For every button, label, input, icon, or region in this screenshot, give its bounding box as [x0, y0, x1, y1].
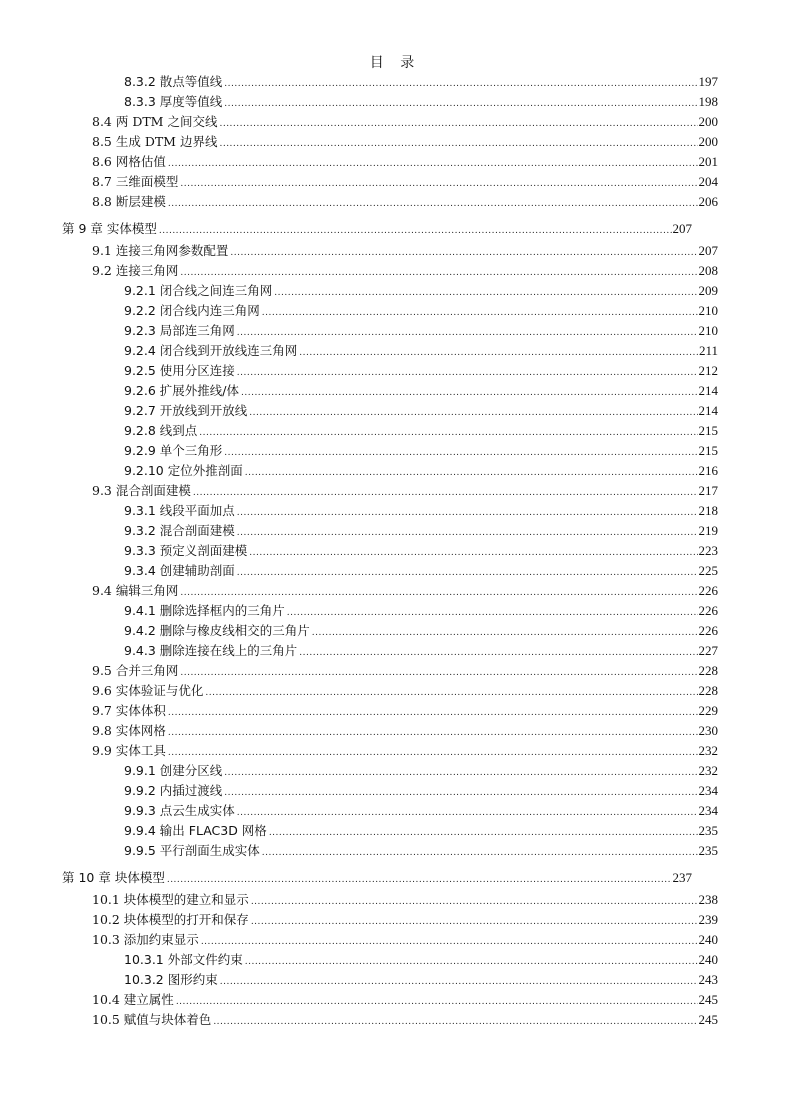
toc-entry[interactable]	[124, 341, 718, 361]
toc-entry-label: 9.3 混合剖面建模	[92, 483, 191, 498]
toc-entry[interactable]	[92, 261, 718, 281]
toc-entry-label: 9.9.3 点云生成实体	[124, 803, 235, 818]
toc-entry[interactable]	[92, 581, 718, 601]
toc-leader-dots	[251, 912, 698, 932]
toc-entry-label: 10.5 赋值与块体着色	[92, 1012, 212, 1027]
toc-entry-label: 9.9.4 输出 FLAC3D 网格	[124, 823, 267, 838]
toc-leader-dots	[245, 463, 698, 483]
toc-leader-dots	[180, 663, 697, 683]
toc-page-number: 207	[698, 243, 718, 258]
toc-page-number: 232	[698, 743, 718, 758]
toc-page-number: 206	[698, 194, 718, 209]
toc-leader-dots	[219, 134, 697, 154]
toc-entry[interactable]	[92, 990, 718, 1010]
toc-page-number: 200	[698, 114, 718, 129]
toc-entry[interactable]	[92, 172, 718, 192]
toc-entry-label: 10.2 块体模型的打开和保存	[92, 912, 249, 927]
toc-page-number: 214	[698, 383, 718, 398]
toc-page-number: 229	[698, 703, 718, 718]
toc-page-number: 234	[698, 803, 718, 818]
toc-entry[interactable]	[92, 241, 718, 261]
toc-leader-dots	[219, 114, 697, 134]
toc-page-number: 239	[698, 912, 718, 927]
toc-page-number: 245	[698, 1012, 718, 1027]
toc-entry-label: 8.4 两 DTM 之间交线	[92, 114, 218, 129]
toc-chapter[interactable]	[62, 219, 692, 239]
toc-leader-dots	[287, 603, 698, 623]
toc-leader-dots	[224, 763, 697, 783]
toc-entry-label: 9.1 连接三角网参数配置	[92, 243, 229, 258]
toc-page-number: 228	[698, 663, 718, 678]
toc-page-number: 207	[672, 221, 692, 236]
toc-entry-label: 9.2.1 闭合线之间连三角网	[124, 283, 273, 298]
toc-entry[interactable]	[124, 92, 718, 112]
toc-entry[interactable]	[124, 381, 718, 401]
toc-entry[interactable]	[92, 681, 718, 701]
toc-entry[interactable]	[92, 721, 718, 741]
toc-entry[interactable]	[124, 281, 718, 301]
toc-page-number: 232	[698, 763, 718, 778]
toc-entry-label: 10.4 建立属性	[92, 992, 174, 1007]
toc-entry-label: 9.2 连接三角网	[92, 263, 179, 278]
toc-entry[interactable]	[124, 781, 718, 801]
toc-entry[interactable]	[124, 641, 718, 661]
toc-leader-dots	[199, 423, 697, 443]
toc-leader-dots	[213, 1012, 697, 1032]
toc-leader-dots	[241, 383, 698, 403]
toc-entry[interactable]	[124, 761, 718, 781]
toc-entry[interactable]	[124, 421, 718, 441]
toc-entry-label: 10.3 添加约束显示	[92, 932, 199, 947]
toc-leader-dots	[180, 583, 697, 603]
toc-entry-label: 9.2.3 局部连三角网	[124, 323, 235, 338]
toc-page-number: 198	[698, 94, 718, 109]
toc-entry-label: 9.9 实体工具	[92, 743, 166, 758]
toc-leader-dots	[262, 303, 698, 323]
toc-entry[interactable]	[92, 701, 718, 721]
toc-entry-label: 9.5 合并三角网	[92, 663, 179, 678]
toc-entry-label: 9.4.1 删除选择框内的三角片	[124, 603, 285, 618]
toc-entry[interactable]	[92, 112, 718, 132]
toc-leader-dots	[262, 843, 698, 863]
toc-entry[interactable]	[124, 950, 718, 970]
toc-entry-label: 9.3.3 预定义剖面建模	[124, 543, 248, 558]
toc-page-number: 243	[698, 972, 718, 987]
toc-page-number: 200	[698, 134, 718, 149]
toc-leader-dots	[224, 94, 697, 114]
toc-entry[interactable]	[124, 441, 718, 461]
toc-page-number: 240	[698, 932, 718, 947]
toc-entry-label: 9.8 实体网格	[92, 723, 166, 738]
toc-entry-label: 9.2.5 使用分区连接	[124, 363, 235, 378]
toc-leader-dots	[201, 932, 698, 952]
toc-entry-label: 8.7 三维面模型	[92, 174, 179, 189]
toc-entry-label: 9.2.7 开放线到开放线	[124, 403, 248, 418]
toc-page-number: 223	[698, 543, 718, 558]
toc-leader-dots	[168, 743, 698, 763]
toc-page-number: 210	[698, 323, 718, 338]
toc-entry-label: 9.2.8 线到点	[124, 423, 198, 438]
toc-page-number: 197	[698, 74, 718, 89]
toc-entry-label: 9.9.1 创建分区线	[124, 763, 223, 778]
toc-entry-label: 8.8 断层建模	[92, 194, 166, 209]
toc-entry-label: 9.2.4 闭合线到开放线连三角网	[124, 343, 298, 358]
toc-leader-dots	[299, 343, 698, 363]
toc-leader-dots	[274, 283, 697, 303]
toc-page-number: 240	[698, 952, 718, 967]
toc-leader-dots	[237, 523, 698, 543]
toc-entry-label: 9.2.10 定位外推剖面	[124, 463, 243, 478]
toc-leader-dots	[249, 543, 697, 563]
toc-leader-dots	[220, 972, 698, 992]
toc-entry-label: 9.9.2 内插过渡线	[124, 783, 223, 798]
toc-entry-label: 10.3.2 图形约束	[124, 972, 218, 987]
toc-entry-label: 第 10 章 块体模型	[62, 870, 165, 885]
toc-leader-dots	[269, 823, 698, 843]
toc-entry[interactable]	[92, 132, 718, 152]
toc-entry[interactable]	[92, 890, 718, 910]
toc-page-number: 225	[698, 563, 718, 578]
toc-entry[interactable]	[92, 192, 718, 212]
toc-leader-dots	[237, 363, 698, 383]
toc-page-number: 217	[698, 483, 718, 498]
toc-page-number: 211	[698, 343, 718, 358]
toc-leader-dots	[180, 174, 697, 194]
toc-entry-label: 8.6 网格估值	[92, 154, 166, 169]
toc-leader-dots	[237, 503, 698, 523]
toc-entry-label: 9.3.4 创建辅助剖面	[124, 563, 235, 578]
toc-entry[interactable]	[124, 561, 718, 581]
toc-leader-dots	[251, 892, 698, 912]
toc-page-number: 212	[698, 363, 718, 378]
toc-leader-dots	[245, 952, 698, 972]
toc-leader-dots	[168, 723, 698, 743]
toc-page-number: 234	[698, 783, 718, 798]
toc-entry[interactable]	[124, 601, 718, 621]
toc-entry[interactable]	[124, 521, 718, 541]
toc-entry[interactable]	[92, 1010, 718, 1030]
toc-entry[interactable]	[92, 481, 718, 501]
toc-entry-label: 9.3.2 混合剖面建模	[124, 523, 235, 538]
toc-page-number: 235	[698, 843, 718, 858]
toc-leader-dots	[168, 194, 698, 214]
toc-entry[interactable]	[124, 821, 718, 841]
toc-entry[interactable]	[124, 841, 718, 861]
toc-entry[interactable]	[92, 930, 718, 950]
toc-entry[interactable]	[124, 361, 718, 381]
toc-page-number: 210	[698, 303, 718, 318]
toc-page-number: 219	[698, 523, 718, 538]
toc-entry-label: 9.6 实体验证与优化	[92, 683, 204, 698]
toc-leader-dots	[224, 443, 697, 463]
toc-entry-label: 9.2.6 扩展外推线/体	[124, 383, 239, 398]
toc-page-number: 215	[698, 423, 718, 438]
page-title: 目 录	[369, 55, 421, 71]
toc-entry[interactable]	[92, 152, 718, 172]
toc-entry[interactable]	[92, 661, 718, 681]
toc-page-number: 201	[698, 154, 718, 169]
toc-entry-label: 10.3.1 外部文件约束	[124, 952, 243, 967]
toc-leader-dots	[193, 483, 698, 503]
toc-page-number: 209	[698, 283, 718, 298]
toc-page-number: 230	[698, 723, 718, 738]
toc-entry-label: 8.3.2 散点等值线	[124, 74, 223, 89]
toc-entry[interactable]	[124, 970, 718, 990]
toc-page-number: 214	[698, 403, 718, 418]
toc-leader-dots	[249, 403, 697, 423]
toc-leader-dots	[312, 623, 698, 643]
toc-page-number: 227	[698, 643, 718, 658]
toc-entry-label: 9.2.2 闭合线内连三角网	[124, 303, 260, 318]
toc-entry-label: 9.2.9 单个三角形	[124, 443, 223, 458]
toc-page-number: 204	[698, 174, 718, 189]
toc-entry-label: 8.5 生成 DTM 边界线	[92, 134, 218, 149]
toc-leader-dots	[224, 74, 697, 94]
toc-leader-dots	[237, 563, 698, 583]
toc-chapter[interactable]	[62, 868, 692, 888]
toc-entry[interactable]	[124, 301, 718, 321]
toc-leader-dots	[237, 323, 698, 343]
toc-entry-label: 9.4.2 删除与橡皮线相交的三角片	[124, 623, 310, 638]
toc-page-number: 226	[698, 583, 718, 598]
toc-entry-label: 9.4.3 删除连接在线上的三角片	[124, 643, 298, 658]
toc-entry-label: 9.4 编辑三角网	[92, 583, 179, 598]
toc-entry-label: 第 9 章 实体模型	[62, 221, 157, 236]
toc-entry[interactable]	[124, 321, 718, 341]
toc-leader-dots	[168, 154, 698, 174]
toc-entry-label: 9.9.5 平行剖面生成实体	[124, 843, 260, 858]
toc-leader-dots	[180, 263, 697, 283]
toc-entry[interactable]	[124, 541, 718, 561]
toc-leader-dots	[168, 703, 698, 723]
toc-entry[interactable]	[92, 741, 718, 761]
toc-page-number: 226	[698, 603, 718, 618]
toc-page-number: 235	[698, 823, 718, 838]
toc-leader-dots	[167, 870, 672, 890]
toc-page-number: 216	[698, 463, 718, 478]
toc-leader-dots	[205, 683, 697, 703]
toc-entry[interactable]	[124, 801, 718, 821]
toc-entry-label: 9.3.1 线段平面加点	[124, 503, 235, 518]
toc-page-number: 226	[698, 623, 718, 638]
toc-entry[interactable]	[124, 401, 718, 421]
toc-entry[interactable]	[92, 910, 718, 930]
toc-leader-dots	[237, 803, 698, 823]
toc-entry-label: 10.1 块体模型的建立和显示	[92, 892, 249, 907]
toc-page-number: 237	[672, 870, 692, 885]
toc-leader-dots	[230, 243, 697, 263]
toc-leader-dots	[299, 643, 697, 663]
toc-entry-label: 8.3.3 厚度等值线	[124, 94, 223, 109]
toc-page-number: 245	[698, 992, 718, 1007]
toc-entry[interactable]	[124, 72, 718, 92]
toc-entry[interactable]	[124, 501, 718, 521]
toc-leader-dots	[176, 992, 698, 1012]
toc-page-number: 238	[698, 892, 718, 907]
toc-page-number: 218	[698, 503, 718, 518]
toc-leader-dots	[224, 783, 697, 803]
toc-page-number: 228	[698, 683, 718, 698]
toc-entry[interactable]	[124, 461, 718, 481]
toc-page-number: 215	[698, 443, 718, 458]
toc-leader-dots	[159, 221, 672, 241]
toc-entry-label: 9.7 实体体积	[92, 703, 166, 718]
toc-page-number: 208	[698, 263, 718, 278]
toc-entry[interactable]	[124, 621, 718, 641]
